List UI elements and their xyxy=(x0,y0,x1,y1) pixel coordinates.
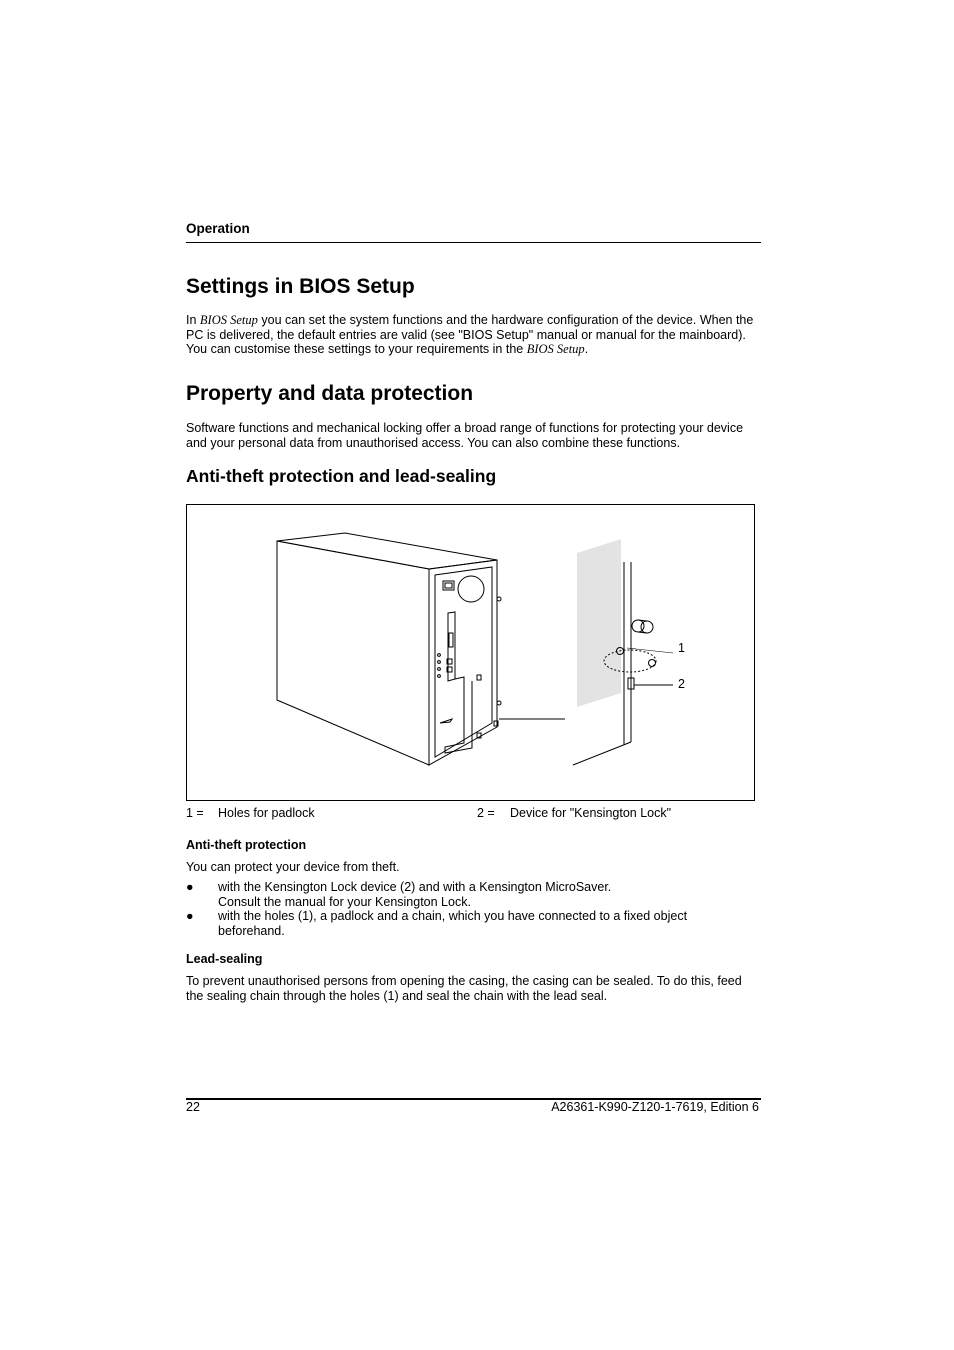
pc-tower-illustration xyxy=(187,505,754,800)
heading-lead-sealing: Lead-sealing xyxy=(186,952,263,966)
bullet-line: beforehand. xyxy=(218,923,285,938)
bullet-line: with the Kensington Lock device (2) and with a Kensington MicroSaver. xyxy=(218,880,612,894)
heading-antitheft: Anti-theft protection xyxy=(186,838,307,852)
fan-grille xyxy=(458,576,484,602)
legend-num-1: 1 = xyxy=(186,806,204,820)
tower-side xyxy=(277,541,429,765)
bios-setup-term-2: BIOS Setup xyxy=(526,342,585,356)
figure-frame xyxy=(186,504,755,801)
bios-text-start: In xyxy=(186,313,200,327)
callout-2: 2 xyxy=(678,677,685,691)
bullet-item xyxy=(186,909,761,939)
bullet-dot: ● xyxy=(186,880,194,894)
callout-1: 1 xyxy=(678,641,685,655)
property-paragraph: Software functions and mechanical locking offer a broad range of functions for protecting your device and your personal data from unauthorised access. You can also combine these functions. xyxy=(186,421,744,450)
legend-text-2: Device for "Kensington Lock" xyxy=(510,806,672,820)
heading-antitheft-leadsealing: Anti-theft protection and lead-sealing xyxy=(186,466,497,486)
bullet-line: with the holes (1), a padlock and a chain, which you have connected to a fixed object xyxy=(218,909,688,923)
header-rule xyxy=(186,242,761,243)
legend-num-2: 2 = xyxy=(477,806,495,820)
bullet-dot: ● xyxy=(186,909,194,923)
antitheft-intro: You can protect your device from theft. xyxy=(186,860,400,874)
bios-setup-term: BIOS Setup xyxy=(199,313,258,327)
bios-text-mid: you can set the system functions and the hardware configuration of the device. When the PC is delivered, the default entries are valid (see "BIOS Setup" manual or manual for the mainboard). You can customise these settings to your requirements in the xyxy=(186,313,754,356)
tower-top xyxy=(277,533,497,569)
bullet-text xyxy=(218,909,758,938)
bullet-item xyxy=(186,880,761,910)
running-header: Operation xyxy=(186,221,250,236)
heading-bios-setup: Settings in BIOS Setup xyxy=(186,275,415,298)
leadseal-paragraph: To prevent unauthorised persons from opening the casing, the casing can be sealed. To do this, feed the sealing chain through the holes (1) and seal the chain with the lead seal. xyxy=(186,974,742,1003)
tower-back xyxy=(429,560,497,765)
bullet-text xyxy=(218,880,758,909)
heading-property-protection: Property and data protection xyxy=(186,382,474,405)
page-number: 22 xyxy=(186,1100,200,1114)
detail-panel xyxy=(577,539,621,707)
bullet-line: Consult the manual for your Kensington Lock. xyxy=(218,894,471,909)
bios-paragraph xyxy=(186,313,761,357)
document-id: A26361-K990-Z120-1-7619, Edition 6 xyxy=(551,1100,759,1114)
bios-text-end: . xyxy=(584,342,589,356)
legend-text-1: Holes for padlock xyxy=(218,806,315,820)
